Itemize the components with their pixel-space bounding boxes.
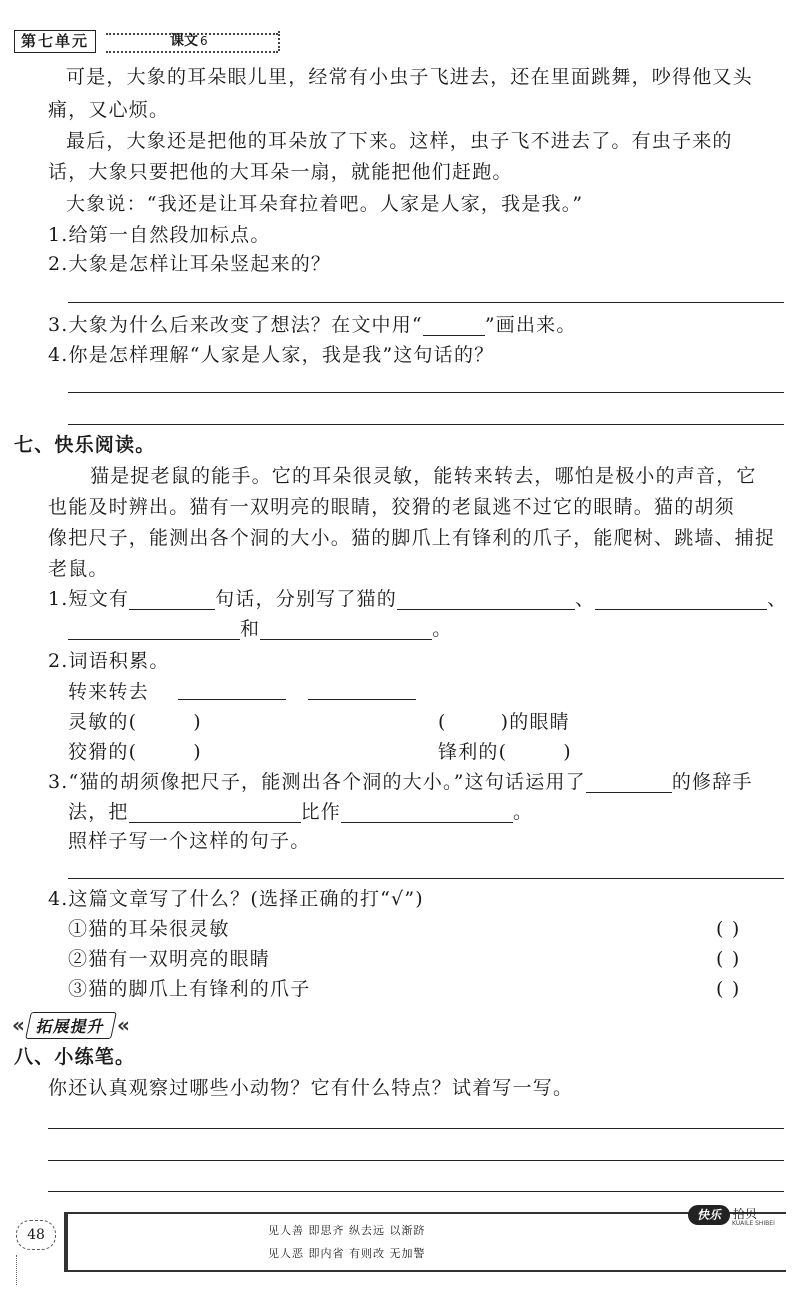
answer-blank[interactable] [260,621,432,640]
q3-part-c: 法，把 [68,801,129,823]
q1-part-a: 1.短文有 [48,588,130,610]
answer-blank[interactable] [397,591,575,610]
answer-blank[interactable] [595,591,767,610]
paren-close: ) [193,711,202,733]
answer-line[interactable] [68,878,784,879]
answer-blank[interactable] [341,804,513,823]
question1-3-pre: 3.大象为什么后来改变了想法？在文中用“ [48,314,423,336]
question1-4: 4.你是怎样理解“人家是人家，我是我”这句话的？ [48,344,495,366]
word-text: 锋利的( [438,741,508,763]
answer-line[interactable] [48,1128,784,1129]
word-item [438,741,572,763]
word-item [438,711,570,733]
word-item [68,711,202,733]
paren-close: ) [193,741,202,763]
option-item: ②猫有一双明亮的眼睛 [68,948,271,970]
passage1-p1-line1: 可是，大象的耳朵眼儿里，经常有小虫子飞进去，还在里面跳舞，吵得他又头 [66,66,753,88]
question1-1: 1.给第一自然段加标点。 [48,224,271,246]
double-chevron-left-icon: « [12,1013,25,1037]
q3-part-d: 比作 [300,801,342,823]
q1-sep2: 、 [767,588,788,610]
section8-prompt: 你还认真观察过哪些小动物？它有什么特点？试着写一写。 [48,1077,574,1099]
answer-blank[interactable] [68,621,240,640]
page-number: 48 [16,1220,56,1250]
q1-sep: 、 [574,588,596,610]
word-text: 狡猾的( [68,741,138,763]
passage1-p2-line1: 最后，大象还是把他的耳朵放了下来。这样，虫子飞不进去了。有虫子来的 [66,130,733,152]
footer-motto-box [64,1212,786,1272]
section7-line4: 老鼠。 [48,558,109,580]
q1-part-b: 句话，分别写了猫的 [215,588,397,610]
answer-blank[interactable] [423,317,485,336]
answer-line[interactable] [68,302,784,303]
passage1-p3-line1: 大象说：“我还是让耳朵耷拉着吧。人家是人家，我是我。” [66,193,584,215]
motto-line: 见人善 即思齐 纵去远 以渐跻 [268,1224,426,1237]
answer-blank[interactable] [129,804,301,823]
lesson-number: 6 [200,34,208,48]
header-edge [278,31,283,51]
q3-part-a: 3.“猫的胡须像把尺子，能测出各个洞的大小。”这句话运用了 [48,771,586,793]
checkbox-paren[interactable]: ( ) [716,978,741,1000]
section7-q4: 4.这篇文章写了什么？(选择正确的打“√”) [48,888,424,910]
q1-and: 和 [240,618,261,640]
section8-title: 八、小练笔。 [14,1046,136,1068]
q3-part-b: 的修辞手 [671,771,753,793]
logo-subtext: KUAILE SHIBEI [732,1220,775,1227]
margin-dotted-line [16,1255,17,1285]
question1-3-post: ”画出来。 [484,314,577,336]
unit-tab: 第七单元 [14,30,96,53]
expand-banner [12,1012,130,1038]
passage1-p1-line2: 痛，又心烦。 [48,99,170,121]
word-text: 灵敏的( [68,711,138,733]
word-item [68,681,149,703]
section7-q3 [48,771,753,793]
word-text: )的眼睛 [500,711,570,733]
passage1-p2-line2: 话，大象只要把他的大耳朵一扇，就能把他们赶跑。 [48,161,513,183]
checkbox-paren[interactable]: ( ) [716,918,741,940]
answer-line[interactable] [68,392,784,393]
section7-q3-instruction: 照样子写一个这样的句子。 [68,830,311,852]
section7-q3-cont [68,801,533,823]
word-text: 转来转去 [68,681,149,703]
answer-line[interactable] [48,1191,784,1192]
question1-2: 2.大象是怎样让耳朵竖起来的？ [48,253,332,275]
banner-label: 拓展提升 [25,1012,117,1039]
q1-end: 。 [432,618,453,640]
lesson-label [170,33,208,49]
answer-blank[interactable] [586,774,672,793]
paren-close: ) [563,741,572,763]
paren-open: ( [438,711,447,733]
answer-blank[interactable] [308,699,416,700]
section7-line3: 像把尺子，能测出各个洞的大小。猫的脚爪上有锋利的爪子，能爬树、跳墙、捕捉 [48,527,776,549]
section7-q1-cont [68,618,452,640]
logo-text: 拾贝 [733,1207,758,1221]
logo-bubble: 快乐 [688,1205,730,1225]
answer-line[interactable] [68,424,784,425]
section7-q2: 2.词语积累。 [48,650,170,672]
motto-line: 见人恶 即内省 有则改 无加警 [268,1247,426,1260]
option-item: ①猫的耳朵很灵敏 [68,918,230,940]
word-item [68,741,202,763]
answer-line[interactable] [48,1160,784,1161]
q3-part-e: 。 [513,801,534,823]
section7-title: 七、快乐阅读。 [14,434,156,456]
answer-blank[interactable] [129,591,215,610]
section7-line1: 猫是捉老鼠的能手。它的耳朵很灵敏，能转来转去，哪怕是极小的声音，它 [90,465,757,487]
section7-q1 [48,588,787,610]
double-chevron-left-icon: « [116,1013,130,1037]
question1-3 [48,314,577,336]
option-item: ③猫的脚爪上有锋利的爪子 [68,978,311,1000]
lesson-label-text: 课文 [170,33,198,49]
answer-blank[interactable] [178,699,286,700]
section7-line2: 也能及时辨出。猫有一双明亮的眼睛，狡猾的老鼠逃不过它的眼睛。猫的胡须 [48,496,735,518]
checkbox-paren[interactable]: ( ) [716,948,741,970]
